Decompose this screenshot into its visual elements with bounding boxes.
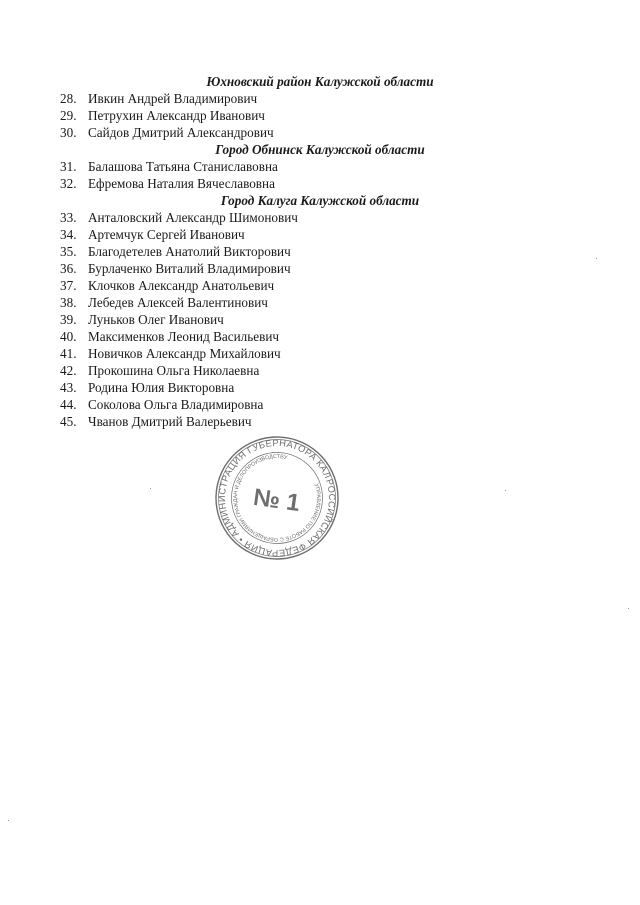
list-item [0,260,640,277]
list-item [0,277,640,294]
list-item-number: 35. [60,244,77,259]
list-item-number: 39. [60,312,77,327]
list-item-number: 31. [60,159,77,174]
list-item-number: 30. [60,125,77,140]
list-item [0,124,640,141]
list-item-number: 28. [60,91,77,106]
section-heading [0,192,640,209]
seal-number: № 1 [251,483,302,518]
list-item-number: 43. [60,380,77,395]
list-item-name: Сайдов Дмитрий Александрович [88,125,274,140]
scan-speck [8,820,9,821]
list-item-name: Лебедев Алексей Валентинович [88,295,268,310]
list-item [0,209,640,226]
list-item [0,175,640,192]
list-item-name: Ивкин Андрей Владимирович [88,91,258,106]
list-item [0,158,640,175]
list-item-name: Максименков Леонид Васильевич [88,329,280,344]
official-seal [213,434,341,562]
section-heading-text: Юхновский район Калужской области [206,74,434,89]
scan-speck [628,608,629,609]
list-item-number: 34. [60,227,77,242]
list-item [0,413,640,430]
section-heading-text: Город Калуга Калужской области [220,193,420,208]
list-item [0,311,640,328]
scan-speck [150,488,151,489]
list-item-number: 33. [60,210,77,225]
list-item-name: Прокошина Ольга Николаевна [88,363,260,378]
list-item-number: 42. [60,363,77,378]
list-item-number: 38. [60,295,77,310]
list-item-number: 36. [60,261,77,276]
list-item-number: 37. [60,278,77,293]
list-item-name: Чванов Дмитрий Валерьевич [88,414,252,429]
scan-speck [596,258,597,259]
list-item [0,396,640,413]
list-item [0,107,640,124]
list-item [0,226,640,243]
section-heading [0,73,640,90]
list-item-name: Балашова Татьяна Станиславовна [88,159,278,174]
list-item-name: Бурлаченко Виталий Владимирович [88,261,291,276]
list-item-number: 44. [60,397,77,412]
list-item-name: Артемчук Сергей Иванович [88,227,245,242]
list-item-name: Новичков Александр Михайлович [88,346,281,361]
section-heading-text: Город Обнинск Калужской области [215,142,425,157]
list-item [0,294,640,311]
list-item [0,362,640,379]
list-item-name: Соколова Ольга Владимировна [88,397,264,412]
list-item-number: 41. [60,346,77,361]
list-item [0,379,640,396]
list-item [0,328,640,345]
list-item-number: 29. [60,108,77,123]
list-item-name: Петрухин Александр Иванович [88,108,265,123]
scan-speck [505,490,506,491]
section-heading [0,141,640,158]
list-item-name: Анталовский Александр Шимонович [88,210,298,225]
list-item-name: Луньков Олег Иванович [88,312,224,327]
list-item [0,90,640,107]
list-item-name: Клочков Александр Анатольевич [88,278,275,293]
list-item-name: Родина Юлия Викторовна [88,380,235,395]
list-item-name: Благодетелев Анатолий Викторович [88,244,291,259]
list-item-number: 40. [60,329,77,344]
list-item [0,345,640,362]
seal-outer-text: РОССИЙСКАЯ ФЕДЕРАЦИЯ • АДМИНИСТРАЦИЯ ГУБЕРНАТОРА КАЛУЖСКОЙ [216,437,338,559]
list-item [0,243,640,260]
list-item-number: 32. [60,176,77,191]
seal-inner-text: УПРАВЛЕНИЕ ПО РАБОТЕ С ОБРАЩЕНИЯМИ ГРАЖДАН И ДЕЛОПРОИЗВОДСТВУ [232,453,322,543]
list-item-name: Ефремова Наталия Вячеславовна [88,176,275,191]
list-item-number: 45. [60,414,77,429]
